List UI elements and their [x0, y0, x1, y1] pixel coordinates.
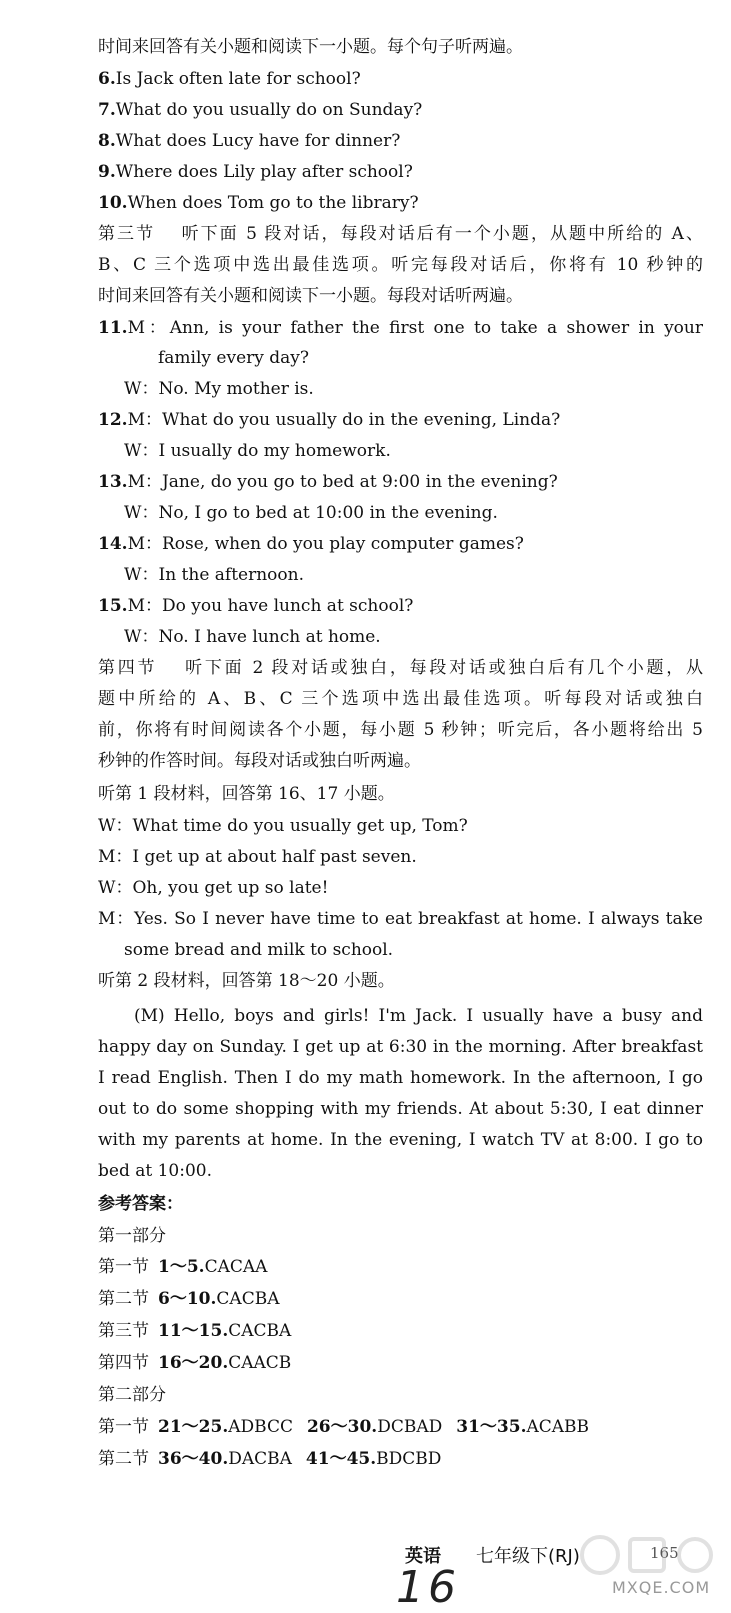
material2-head: 听第 2 段材料，回答第 18～20 小题。: [98, 971, 395, 991]
dialogue-15-m: 15.M：Do you have lunch at school?: [98, 596, 414, 616]
dialogue-11-w: W：No. My mother is.: [124, 379, 314, 399]
answer-row: 第三节 11～15.CACBA: [98, 1321, 292, 1341]
question-10: 10.When does Tom go to the library?: [98, 193, 419, 213]
material1-line-1: W：What time do you usually get up, Tom?: [98, 816, 468, 836]
section3-line-2: B、C 三个选项中选出最佳选项。听完每段对话后，你将有 10 秒钟的: [98, 255, 703, 275]
intro-tail: 时间来回答有关小题和阅读下一小题。每个句子听两遍。: [98, 37, 523, 57]
material1-line-2: M：I get up at about half past seven.: [98, 847, 417, 867]
watermark-text: MXQE.COM: [612, 1578, 711, 1597]
material2-line-6: bed at 10:00.: [98, 1161, 212, 1181]
handwritten-number: 16: [396, 1562, 460, 1613]
answer-row: 第一节 21～25.ADBCC 26～30.DCBAD 31～35.ACABB: [98, 1417, 590, 1437]
material2-line-4: out to do some shopping with my friends. At about 5:30, I eat dinner: [98, 1099, 703, 1119]
material2-line-3: I read English. Then I do my math homework. In the afternoon, I go: [98, 1068, 703, 1088]
section4-line-4: 秒钟的作答时间。每段对话或独白听两遍。: [98, 751, 421, 771]
answer-row: 第二节 36～40.DACBA 41～45.BDCBD: [98, 1449, 442, 1469]
answer-row: 第二节 6～10.CACBA: [98, 1289, 280, 1309]
material1-line-3: W：Oh, you get up so late!: [98, 878, 329, 898]
section4-line-3: 前，你将有时间阅读各个小题，每小题 5 秒钟；听完后，各小题将给出 5: [98, 720, 703, 740]
answer-row: 第一节 1～5.CACAA: [98, 1257, 268, 1277]
material1-line-5: some bread and milk to school.: [124, 940, 394, 960]
dialogue-11-m-cont: family every day?: [158, 348, 310, 368]
dialogue-14-w: W：In the afternoon.: [124, 565, 305, 585]
material1-line-4: M：Yes. So I never have time to eat breakfast at home. I always take: [98, 909, 703, 929]
footer-grade: 七年级下(RJ): [476, 1546, 580, 1567]
section3-line-1: 第三节 听下面 5 段对话，每段对话后有一个小题，从题中所给的 A、: [98, 224, 703, 244]
page-number: 165: [650, 1544, 679, 1562]
answers-title: 参考答案：: [98, 1194, 183, 1214]
dialogue-11-m: 11.M：Ann, is your father the first one to take a shower in your: [98, 318, 703, 338]
dialogue-12-m: 12.M：What do you usually do in the evening, Linda?: [98, 410, 561, 430]
material2-line-1: (M) Hello, boys and girls! I'm Jack. I usually have a busy and: [134, 1006, 703, 1026]
dialogue-13-w: W：No, I go to bed at 10:00 in the evening.: [124, 503, 498, 523]
dialogue-15-w: W：No. I have lunch at home.: [124, 627, 381, 647]
answer-row: 第四节 16～20.CAACB: [98, 1353, 292, 1373]
dialogue-13-m: 13.M：Jane, do you go to bed at 9:00 in the evening?: [98, 472, 558, 492]
answers-part2: 第二部分: [98, 1385, 166, 1405]
dialogue-14-m: 14.M：Rose, when do you play computer games?: [98, 534, 524, 554]
question-7: 7.What do you usually do on Sunday?: [98, 100, 423, 120]
material2-line-2: happy day on Sunday. I get up at 6:30 in the morning. After breakfast: [98, 1037, 703, 1057]
footer-subject: 英语: [405, 1546, 441, 1567]
dialogue-12-w: W：I usually do my homework.: [124, 441, 391, 461]
section4-line-1: 第四节 听下面 2 段对话或独白，每段对话或独白后有几个小题，从: [98, 658, 704, 678]
material2-line-5: with my parents at home. In the evening, I watch TV at 8:00. I go to: [98, 1130, 703, 1150]
section4-line-2: 题中所给的 A、B、C 三个选项中选出最佳选项。听每段对话或独白: [98, 689, 703, 709]
question-6: 6.Is Jack often late for school?: [98, 69, 361, 89]
question-8: 8.What does Lucy have for dinner?: [98, 131, 401, 151]
answers-part1: 第一部分: [98, 1226, 166, 1246]
material1-head: 听第 1 段材料，回答第 16、17 小题。: [98, 784, 395, 804]
question-9: 9.Where does Lily play after school?: [98, 162, 413, 182]
section3-line-3: 时间来回答有关小题和阅读下一小题。每段对话听两遍。: [98, 286, 523, 306]
